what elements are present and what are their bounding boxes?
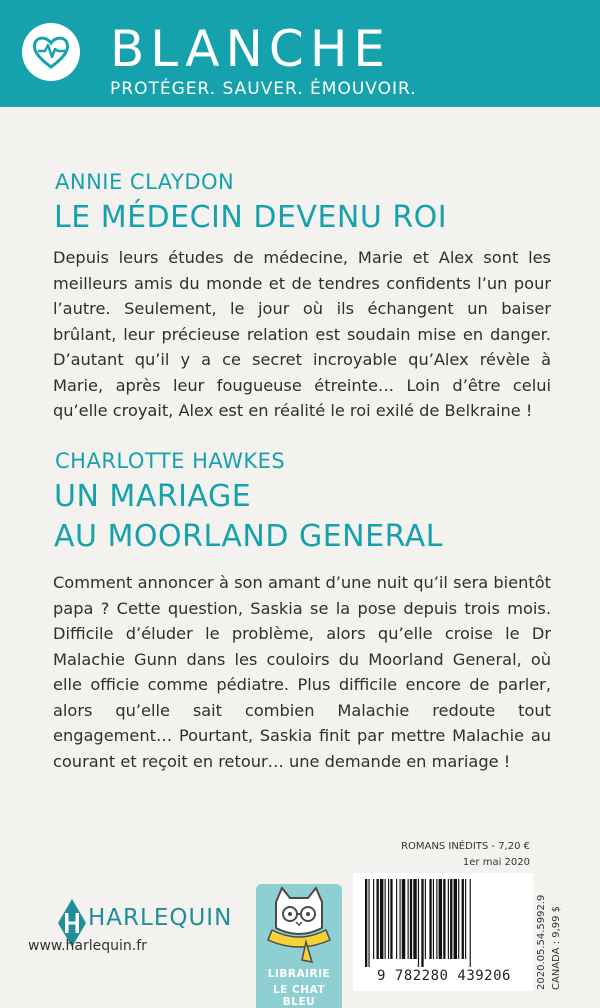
story-1-synopsis: Depuis leurs études de médecine, Marie et Alex sont les meilleurs amis du monde et de tendres confidents l’un pour l’autre. Seulement, le jour où ils échangent un baiser brûlant, leur précieuse relation est soudain mise en danger. D’autant qu’il y a ce secret incroyable qu’Alex révèle à Marie, après leur fougueuse étreinte… Loin d’être celui qu’elle croyait, Alex est en réalité le roi exilé de Belkraine !	[53, 248, 551, 420]
bookstore-sticker	[256, 884, 342, 1008]
barcode-bars	[363, 879, 523, 969]
release-date: 1er mai 2020	[462, 857, 530, 868]
story-1-author: ANNIE CLAYDON	[55, 170, 235, 194]
story-2-synopsis: Comment annoncer à son amant d’une nuit qu’il sera bientôt papa ? Cette question, Saskia se la pose depuis trois mois. Difficile d’éluder le problème, alors qu’elle croise le Dr Malachie Gunn dans les couloirs du Moorland General, où elle officie comme pédiatre. Plus difficile encore de parler, alors qu’elle sait combien Malachie redoute tout engagement… Pourtant, Saskia finit par mettre Malachie au courant et reçoit en retour… une demande en mariage !	[53, 573, 551, 771]
story-2-title-line-2: AU MOORLAND GENERAL	[54, 519, 443, 554]
sticker-line-2: LE CHAT BLEU	[273, 984, 325, 1008]
series-tagline: PROTÉGER. SAUVER. ÉMOUVOIR.	[110, 79, 417, 99]
isbn-digits: 9 782280 439206	[377, 968, 511, 984]
product-code-vertical: 2020.05.54.5992.9	[536, 894, 547, 990]
series-name: BLANCHE	[110, 20, 392, 78]
price-line: ROMANS INÉDITS - 7,20 €	[401, 841, 530, 852]
story-1-title: LE MÉDECIN DEVENU ROI	[54, 200, 448, 235]
story-2-author: CHARLOTTE HAWKES	[55, 449, 286, 473]
heart-pulse-icon	[22, 23, 80, 81]
series-header	[0, 0, 600, 107]
publisher-url: www.harlequin.fr	[28, 938, 147, 954]
publisher-name: HARLEQUIN	[88, 905, 233, 931]
canada-price-vertical: CANADA : 9,99 $	[551, 905, 562, 990]
cat-with-glasses-icon	[256, 884, 342, 964]
story-2-title-line-1: UN MARIAGE	[54, 479, 252, 514]
sticker-line-1: LIBRAIRIE	[267, 968, 331, 980]
